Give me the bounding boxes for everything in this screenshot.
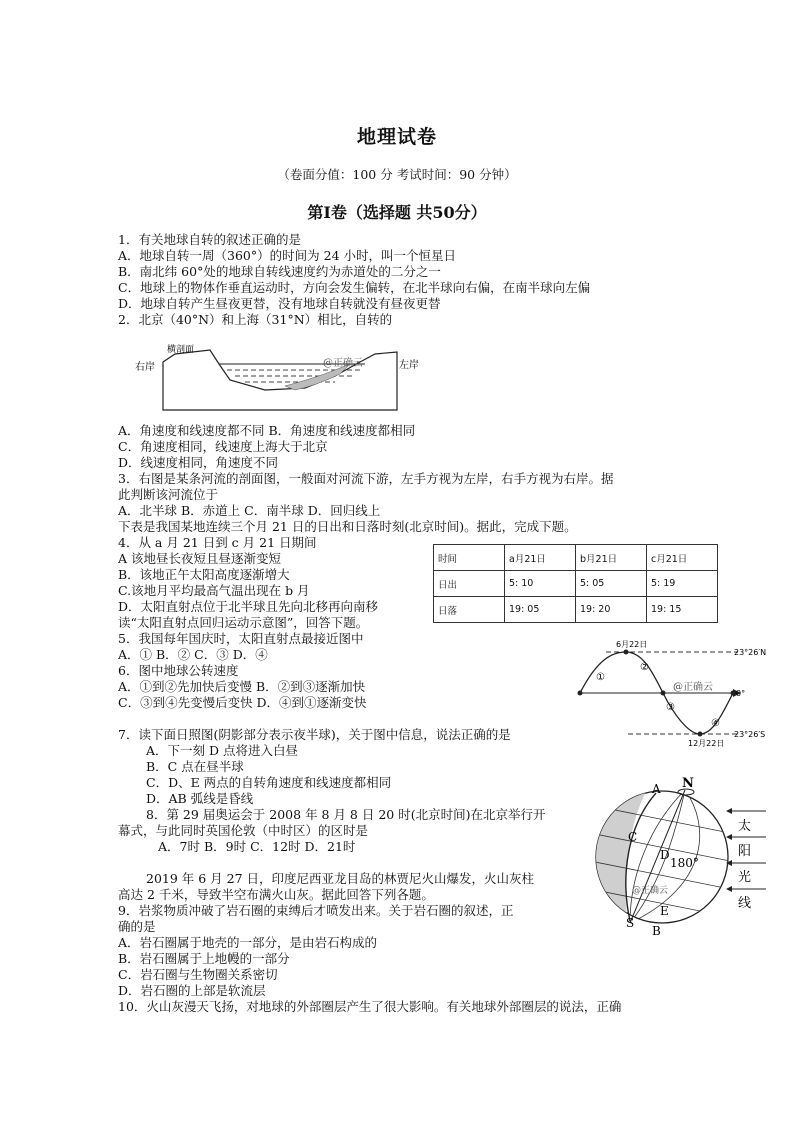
north-pole-label: N <box>682 776 694 791</box>
subsolar-migration-figure <box>568 638 778 748</box>
table-cell: 5: 19 <box>647 571 718 597</box>
text-line: A．地球自转一周（360°）的时间为 24 小时，叫一个恒星日 <box>118 248 456 263</box>
table-cell: 19: 05 <box>505 597 576 623</box>
table-row <box>434 597 718 623</box>
text-line: A．下一刻 D 点将进入白昼 <box>146 743 298 758</box>
section-label: 横剖面 <box>167 345 195 355</box>
text-line: 确的是 <box>118 919 156 934</box>
marker-1: ① <box>596 672 605 683</box>
text-line: D．地球自转产生昼夜更替，没有地球自转就没有昼夜更替 <box>118 296 441 311</box>
dec-22-label: 12月22日 <box>688 739 725 748</box>
text-line: 6．图中地球公转速度 <box>118 663 239 678</box>
exam-info: （卷面分值：100 分 考试时间：90 分钟） <box>277 167 517 182</box>
tropic-north-label: 23°26′N <box>734 648 767 657</box>
point-d-label: D <box>660 848 670 862</box>
text-line: C．③到④先变慢后变快 D．④到①逐渐变快 <box>118 695 367 710</box>
text-line: 5．我国每年国庆时，太阳直射点最接近图中 <box>118 631 364 646</box>
table-row <box>434 571 718 597</box>
text-line: D．岩石圈的上部是软流层 <box>118 983 266 998</box>
sunlight-char-1: 太 <box>738 819 752 834</box>
point-c-label: C <box>628 830 638 844</box>
text-line: 2019 年 6 月 27 日，印度尼西亚龙目岛的林贾尼火山爆发，火山灰柱 <box>146 871 535 886</box>
table-cell: a月21日 <box>505 545 576 571</box>
table-row <box>434 545 718 571</box>
sunlight-char-3: 光 <box>738 870 752 885</box>
south-pole-label: S <box>626 916 635 930</box>
text-line: 此判断该河流位于 <box>118 487 219 502</box>
text-line: C.该地月平均最高气温出现在 b 月 <box>118 583 310 598</box>
text-line: B．岩石圈属于上地幔的一部分 <box>118 951 290 966</box>
jun-22-label: 6月22日 <box>616 640 648 649</box>
table-cell: 5: 10 <box>505 571 576 597</box>
table-cell: 19: 15 <box>647 597 718 623</box>
tropic-south-label: 23°26′S <box>734 730 766 739</box>
text-line: 高达 2 千米，导致半空布满火山灰。据此回答下列各题。 <box>118 887 434 902</box>
river-cross-section-figure <box>135 340 435 412</box>
text-line: 2．北京（40°N）和上海（31°N）相比，自转的 <box>118 312 393 327</box>
table-cell: 日落 <box>434 597 505 623</box>
sunlight-char-2: 阳 <box>738 844 752 859</box>
text-line: A 该地昼长夜短且昼逐渐变短 <box>118 551 282 566</box>
text-line: C．角速度相同，线速度上海大于北京 <box>118 439 328 454</box>
marker-2: ② <box>640 662 649 673</box>
point-e-label: E <box>660 904 669 918</box>
text-line: 4．从 a 月 21 日到 c 月 21 日期间 <box>118 535 317 550</box>
table-cell: b月21日 <box>576 545 647 571</box>
text-line: A．7时 B．9时 C．12时 D．21时 <box>158 839 356 854</box>
text-line: 7．读下面日照图(阴影部分表示夜半球)，关于图中信息，说法正确的是 <box>118 727 511 742</box>
watermark: @正确云 <box>632 886 669 896</box>
text-line: 幕式，与此同时英国伦敦（中时区）的区时是 <box>118 823 369 838</box>
marker-3: ③ <box>666 702 675 713</box>
left-bank-label: 左岸 <box>399 360 419 371</box>
text-line: D．太阳直射点位于北半球且先向北移再向南移 <box>118 599 379 614</box>
text-line: C．地球上的物体作垂直运动时，方向会发生偏转，在北半球向右偏，在南半球向左偏 <box>118 280 591 295</box>
text-line: 8．第 29 届奥运会于 2008 年 8 月 8 日 20 时(北京时间)在北京举行开 <box>146 807 546 822</box>
table-cell: c月21日 <box>647 545 718 571</box>
text-line: B．该地正午太阳高度逐渐增大 <box>118 567 290 582</box>
marker-4: ④ <box>711 718 720 729</box>
text-line: D．AB 弧线是昏线 <box>146 791 254 806</box>
text-line: 9．岩浆物质冲破了岩石圈的束缚后才喷发出来。关于岩石圈的叙述，正 <box>118 903 514 918</box>
text-line: 读“太阳直射点回归运动示意图”，回答下题。 <box>118 615 369 630</box>
watermark: @正确云 <box>673 682 713 693</box>
table-cell: 5: 05 <box>576 571 647 597</box>
text-line: C．D、E 两点的自转角速度和线速度都相同 <box>146 775 392 790</box>
table-cell: 19: 20 <box>576 597 647 623</box>
sunlight-char-4: 线 <box>738 896 752 911</box>
globe-illumination-figure <box>590 775 770 940</box>
text-line: A．北半球 B．赤道上 C．南半球 D．回归线上 <box>118 503 381 518</box>
page-title: 地理试卷 <box>356 126 437 148</box>
text-line: A．① B．② C．③ D．④ <box>118 647 268 662</box>
text-line: 1．有关地球自转的叙述正确的是 <box>118 232 301 247</box>
text-line: A．岩石圈属于地壳的一部分，是由岩石构成的 <box>118 935 378 950</box>
text-line: B．南北纬 60°处的地球自转线速度约为赤道处的二分之一 <box>118 264 441 279</box>
text-line: C．岩石圈与生物圈关系密切 <box>118 967 278 982</box>
point-b-label: B <box>652 924 661 938</box>
text-line: 下表是我国某地连续三个月 21 日的日出和日落时刻(北京时间)。据此，完成下题。 <box>118 519 577 534</box>
equator-label: 0° <box>736 689 746 698</box>
watermark: @正确云 <box>323 358 363 369</box>
text-line: D．线速度相同，角速度不同 <box>118 455 279 470</box>
table-cell: 时间 <box>434 545 505 571</box>
text-line: 10．火山灰漫天飞扬，对地球的外部圈层产生了很大影响。有关地球外部圈层的说法，正确 <box>118 999 622 1014</box>
text-line: B．C 点在昼半球 <box>146 759 244 774</box>
text-line: 3．右图是某条河流的剖面图，一般面对河流下游，左手方视为左岸，右手方视为右岸。据 <box>118 471 614 486</box>
angle-label: 180° <box>670 856 699 870</box>
table-cell: 日出 <box>434 571 505 597</box>
text-line: A．角速度和线速度都不同 B．角速度和线速度都相同 <box>118 423 416 438</box>
sunrise-sunset-table <box>433 544 718 623</box>
point-a-label: A <box>652 782 661 796</box>
right-bank-label: 右岸 <box>135 362 155 373</box>
text-line: A．①到②先加快后变慢 B．②到③逐渐加快 <box>118 679 366 694</box>
section-heading: 第Ⅰ卷（选择题 共50分） <box>307 203 487 222</box>
